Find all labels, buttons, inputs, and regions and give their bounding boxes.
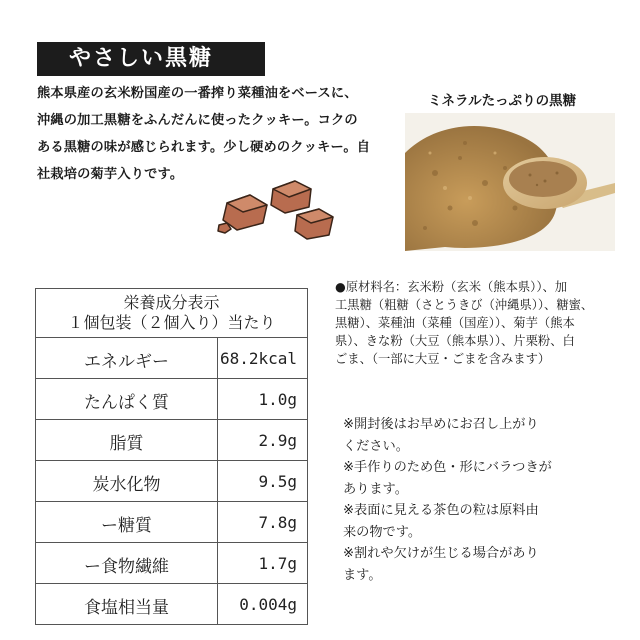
nutrition-row bbox=[36, 461, 308, 502]
nutrition-row bbox=[36, 379, 308, 420]
nutrition-row bbox=[36, 420, 308, 461]
nutrient-label: ー食物繊維 bbox=[36, 543, 218, 584]
ingredients-line: 黒糖）、菜種油（菜種（国産））、菊芋（熊本 bbox=[335, 316, 575, 330]
nutrient-label: たんぱく質 bbox=[36, 379, 218, 420]
note-line: ください。 bbox=[343, 438, 409, 454]
ingredients-line: 県）、きな粉（大豆（熊本県））、片栗粉、白 bbox=[335, 334, 575, 348]
nutrient-value: 2.9g bbox=[218, 420, 308, 461]
nutrient-value: 1.0g bbox=[218, 379, 308, 420]
note-line: ※開封後はお早めにお召し上がり bbox=[343, 417, 539, 432]
note-line: ※割れや欠けが生じる場合があり bbox=[343, 546, 539, 561]
ingredients-line: ●原材料名：玄米粉（玄米（熊本県））、加 bbox=[335, 280, 568, 294]
brown-sugar-cubes-illustration bbox=[215, 175, 335, 245]
nutrient-label: エネルギー bbox=[36, 338, 218, 379]
nutrition-row bbox=[36, 338, 308, 379]
product-description bbox=[37, 80, 397, 188]
description-line: 熊本県産の玄米粉国産の一番搾り菜種油をベースに、 bbox=[37, 86, 358, 101]
nutrient-value: 68.2kcal bbox=[218, 338, 308, 379]
note-line: ※手作りのため色・形にバラつきが bbox=[343, 460, 552, 475]
brown-sugar-photo bbox=[405, 113, 615, 251]
description-line: 沖縄の加工黒糖をふんだんに使ったクッキー。コクの bbox=[37, 113, 358, 128]
nutrient-label: 炭水化物 bbox=[36, 461, 218, 502]
note-line: ※表面に見える茶色の粒は原料由 bbox=[343, 503, 539, 518]
note-line: ます。 bbox=[343, 567, 382, 583]
note-line: あります。 bbox=[343, 481, 408, 497]
description-line: ある黒糖の味が感じられます。少し硬めのクッキー。自 bbox=[37, 140, 371, 155]
ingredients-line: 工黒糖（粗糖（さとうきび（沖縄県））、糖蜜、 bbox=[335, 298, 594, 312]
nutrition-header-serving: １個包装（２個入り）当たり bbox=[67, 313, 276, 332]
nutrition-header-title: 栄養成分表示 bbox=[123, 293, 220, 312]
nutrition-row bbox=[36, 543, 308, 584]
photo-caption: ミネラルたっぷりの黒糖 bbox=[428, 93, 577, 109]
nutrient-value: 9.5g bbox=[218, 461, 308, 502]
description-line: 社栽培の菊芋入りです。 bbox=[37, 167, 184, 182]
nutrient-value: 1.7g bbox=[218, 543, 308, 584]
product-title: やさしい黒糖 bbox=[37, 42, 265, 76]
nutrition-row bbox=[36, 584, 308, 625]
nutrient-label: 食塩相当量 bbox=[36, 584, 218, 625]
nutrition-row bbox=[36, 502, 308, 543]
note-line: 来の物です。 bbox=[343, 524, 422, 540]
notes bbox=[343, 414, 623, 586]
nutrient-label: ー糖質 bbox=[36, 502, 218, 543]
nutrient-label: 脂質 bbox=[36, 420, 218, 461]
ingredients-line: ごま、（一部に大豆・ごまを含みます） bbox=[335, 352, 551, 366]
nutrient-value: 0.004g bbox=[218, 584, 308, 625]
ingredients-list bbox=[335, 278, 620, 368]
nutrition-header bbox=[36, 289, 308, 338]
nutrition-table bbox=[35, 288, 308, 625]
nutrient-value: 7.8g bbox=[218, 502, 308, 543]
